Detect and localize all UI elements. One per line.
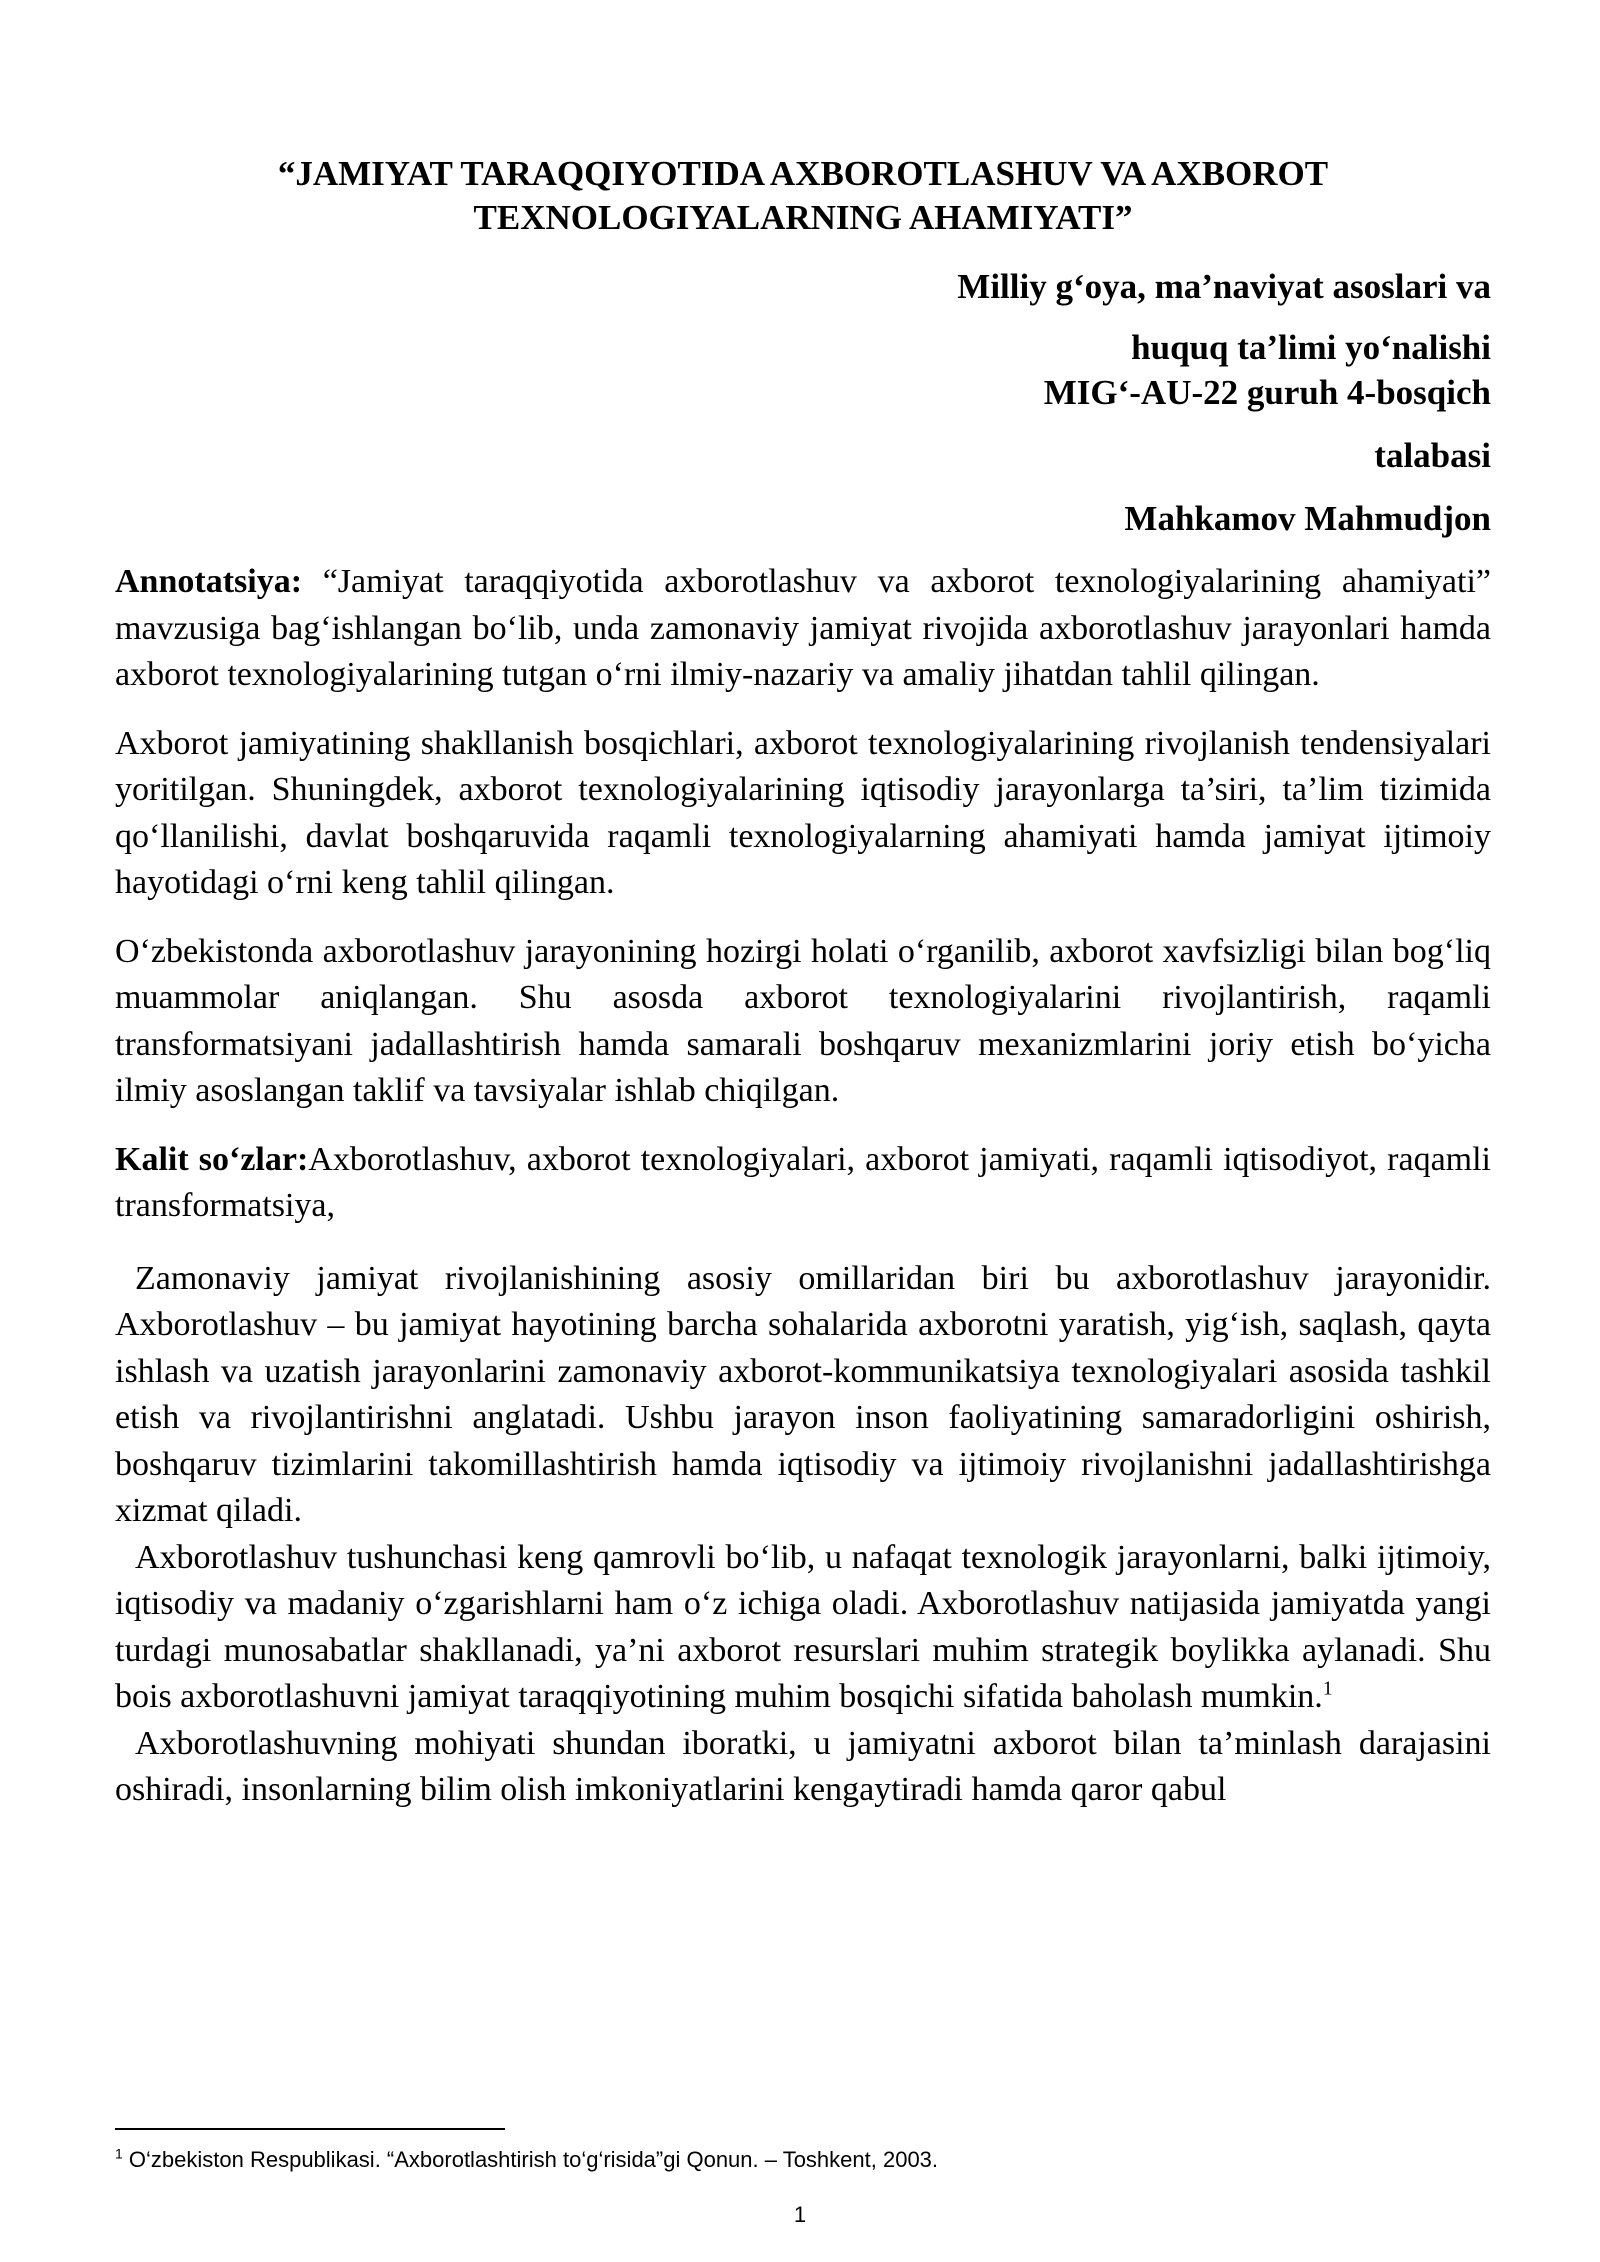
author-name: Mahkamov Mahmudjon xyxy=(1124,499,1491,538)
footnote xyxy=(115,2146,938,2174)
body-paragraph-1: Zamonaviy jamiyat rivojlanishining asosiy omillaridan biri bu axborotlashuv jarayonidir. Axborotlashuv – bu jamiyat hayotining barcha sohalarida axborotni yaratish, yig‘ish, saqlash, qayta ishlash va uzatish jarayonlarini zamonaviy axborot-kommunikatsiya texnologiyalari asosida tashkil etish va rivojlantirishni anglatadi. Ushbu jarayon inson faoliyatining samaradorligini oshirish, boshqaruv tizimlarini takomillashtirish hamda iqtisodiy va ijtimoiy rivojlanishni jadallashtirishga xizmat qiladi. xyxy=(115,1259,1491,1529)
page-number: 1 xyxy=(793,2202,807,2227)
author-faculty-line: Milliy g‘oya, ma’naviyat asoslari va xyxy=(957,267,1491,306)
body-paragraph-2-text: Axborotlashuv tushunchasi keng qamrovli bo‘lib, u nafaqat texnologik jarayonlarni, balki ijtimoiy, iqtisodiy va madaniy o‘zgarishlarni ham o‘z ichiga oladi. Axborotlashuv natijasida jamiyatda yangi turdagi munosabatlar shakllanadi, ya’ni axborot resurslari muhim strategik boylikka aylanadi. Shu bois axborotlashuvni jamiyat taraqqiyotining muhim bosqichi sifatida baholash mumkin. xyxy=(115,1538,1491,1715)
page-content xyxy=(115,152,1491,1814)
annotation-paragraph-3: O‘zbekistonda axborotlashuv jarayonining hozirgi holati o‘rganilib, axborot xavfsizligi bilan bog‘liq muammolar aniqlangan. Shu asosda axborot texnologiyalarini rivojlantirish, raqamli transformatsiyani jadallashtirish hamda samarali boshqaruv mexanizmlarini joriy etish bo‘yicha ilmiy asoslangan taklif va tavsiyalar ishlab chiqilgan. xyxy=(115,932,1491,1109)
annotation-text: “Jamiyat taraqqiyotida axborotlashuv va axborot texnologiyalarining ahamiyati” mavzusiga bag‘ishlangan bo‘lib, unda zamonaviy jamiyat rivojida axborotlashuv jarayonlari hamda axborot texnologiyalarining tutgan o‘rni ilmiy-nazariy va amaliy jihatdan tahlil qilingan. xyxy=(115,563,1491,693)
footnote-reference[interactable]: 1 xyxy=(1322,1677,1333,1700)
body-paragraph-3: Axborotlashuvning mohiyati shundan iboratki, u jamiyatni axborot bilan ta’minlash darajasini oshiradi, insonlarning bilim olish imkoniyatlarini kengaytiradi hamda qaror qabul xyxy=(115,1724,1491,1808)
annotation-label: Annotatsiya: xyxy=(115,563,303,600)
footnote-marker: 1 xyxy=(115,2145,123,2162)
body-paragraph-2 xyxy=(115,1535,1491,1721)
keywords-label: Kalit so‘zlar: xyxy=(115,1140,309,1178)
keywords-text: Axborotlashuv, axborot texnologiyalari, axborot jamiyati, raqamli iqtisodiyot, raqamli transformatsiya, xyxy=(115,1140,1491,1224)
footnote-separator xyxy=(115,2128,505,2130)
document-title xyxy=(115,152,1491,240)
title-line-2: TEXNOLOGIYALARNING AHAMIYATI” xyxy=(473,198,1133,237)
annotation-paragraph xyxy=(115,559,1491,699)
author-direction-line: huquq ta’limi yo‘nalishi xyxy=(1131,328,1491,367)
footnote-text: O‘zbekiston Respublikasi. “Axborotlashtirish to‘g‘risida”gi Qonun. – Toshkent, 2003. xyxy=(122,2147,939,2172)
keywords-paragraph xyxy=(115,1137,1491,1230)
author-info xyxy=(115,264,1491,541)
author-group-line: MIG‘-AU-22 guruh 4-bosqich xyxy=(1043,373,1491,412)
title-line-1: “JAMIYAT TARAQQIYOTIDA AXBOROTLASHUV VA AXBOROT xyxy=(277,154,1329,193)
annotation-paragraph-2: Axborot jamiyatining shakllanish bosqichlari, axborot texnologiyalarining rivojlanish tendensiyalari yoritilgan. Shuningdek, axborot texnologiyalarining iqtisodiy jarayonlarga ta’siri, ta’lim tizimida qo‘llanilishi, davlat boshqaruvida raqamli texnologiyalarning ahamiyati hamda jamiyat ijtimoiy hayotidagi o‘rni keng tahlil qilingan. xyxy=(115,724,1491,901)
author-status-line: talabasi xyxy=(1374,436,1491,475)
